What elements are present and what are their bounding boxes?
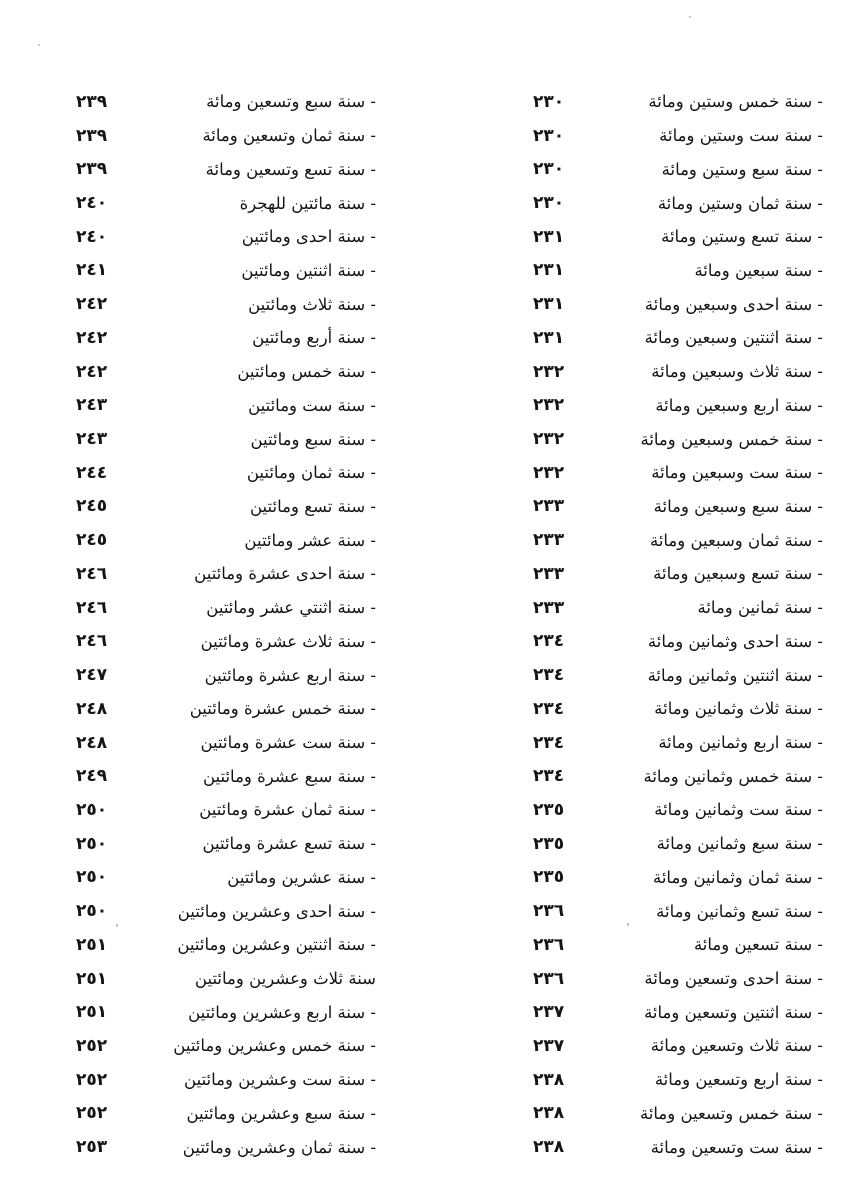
entry-page-number: ٢٣٢: [533, 462, 565, 483]
index-entry: [76, 557, 376, 591]
entry-page-number: ٢٣٨: [533, 1069, 565, 1090]
index-entry: [76, 254, 376, 288]
entry-title: - سنة ثمان وثمانين ومائة: [652, 867, 823, 887]
entry-page-number: ٢٤٠: [76, 193, 108, 214]
entry-page-number: ٢٣٥: [533, 799, 565, 820]
index-entry: [76, 388, 376, 422]
scan-speck: [38, 44, 40, 46]
entry-title: - سنة ثمان ومائتين: [246, 463, 376, 483]
entry-title: - سنة احدى وتسعين ومائة: [644, 969, 823, 989]
index-entry: [76, 1063, 376, 1097]
index-entry: [533, 827, 823, 861]
index-entry: [533, 523, 823, 557]
entry-title: - سنة سبع وتسعين ومائة: [206, 92, 376, 112]
entry-page-number: ٢٣١: [533, 327, 565, 348]
index-entry: [76, 625, 376, 659]
entry-page-number: ٢٤٢: [76, 327, 108, 348]
index-entry: [533, 152, 823, 186]
entry-title: - سنة اثنتين وثمانين ومائة: [647, 665, 823, 685]
entry-page-number: ٢٥٣: [76, 1137, 108, 1158]
entry-page-number: ٢٣٢: [533, 429, 565, 450]
entry-title: - سنة عشر ومائتين: [244, 530, 376, 550]
entry-title: - سنة ثمان وستين ومائة: [657, 193, 823, 213]
index-entry: [533, 591, 823, 625]
entry-page-number: ٢٥١: [76, 968, 108, 989]
index-entry: [76, 861, 376, 895]
index-entry: [533, 388, 823, 422]
entry-title: - سنة تسع ومائتين: [250, 496, 376, 516]
index-column-right: [533, 85, 823, 1164]
entry-title: - سنة خمس وستين ومائة: [648, 92, 823, 112]
index-entry: [533, 861, 823, 895]
entry-page-number: ٢٣٦: [533, 934, 565, 955]
entry-title: - سنة اربع عشرة ومائتين: [204, 665, 376, 685]
index-entry: [533, 220, 823, 254]
entry-title: - سنة احدى ومائتين: [241, 227, 376, 247]
entry-title: - سنة خمس وسبعين ومائة: [640, 429, 823, 449]
entry-page-number: ٢٤٣: [76, 429, 108, 450]
index-entry: [533, 422, 823, 456]
entry-page-number: ٢٤٩: [76, 766, 108, 787]
index-entry: [533, 759, 823, 793]
entry-title: - سنة ثلاث عشرة ومائتين: [200, 631, 376, 651]
entry-page-number: ٢٣١: [533, 226, 565, 247]
entry-page-number: ٢٤٦: [76, 631, 108, 652]
entry-title: - سنة ست وستين ومائة: [659, 126, 823, 146]
index-entry: [76, 523, 376, 557]
entry-title: - سنة اربع وثمانين ومائة: [658, 733, 823, 753]
index-entry: [533, 287, 823, 321]
entry-page-number: ٢٣٠: [533, 125, 565, 146]
index-entry: [76, 490, 376, 524]
entry-page-number: ٢٣٠: [533, 91, 565, 112]
entry-title: - سنة تسع عشرة ومائتين: [202, 834, 376, 854]
entry-page-number: ٢٥٢: [76, 1069, 108, 1090]
index-entry: [76, 321, 376, 355]
index-entry: [76, 928, 376, 962]
entry-page-number: ٢٤٦: [76, 563, 108, 584]
entry-title: - سنة خمس وعشرين ومائتين: [173, 1036, 376, 1056]
entry-title: - سنة تسع وسبعين ومائة: [653, 564, 823, 584]
index-entry: [533, 1029, 823, 1063]
entry-title: - سنة اثنتين وتسعين ومائة: [644, 1002, 823, 1022]
index-entry: [76, 962, 376, 996]
index-entry: [76, 152, 376, 186]
entry-page-number: ٢٣٩: [76, 91, 108, 112]
entry-page-number: ٢٣٧: [533, 1035, 565, 1056]
index-entry: [533, 726, 823, 760]
entry-title: - سنة اثنتي عشر ومائتين: [206, 598, 376, 618]
index-entry: [76, 422, 376, 456]
entry-page-number: ٢٣٥: [533, 867, 565, 888]
index-entry: [533, 625, 823, 659]
entry-page-number: ٢٣٥: [533, 833, 565, 854]
entry-page-number: ٢٣٠: [533, 193, 565, 214]
index-entry: [76, 85, 376, 119]
entry-title: - سنة ثلاث وثمانين ومائة: [654, 699, 823, 719]
index-entry: [533, 321, 823, 355]
entry-page-number: ٢٣٤: [533, 732, 565, 753]
entry-page-number: ٢٣٤: [533, 665, 565, 686]
entry-title: - سنة خمس وتسعين ومائة: [639, 1103, 823, 1123]
entry-title: - سنة تسع وستين ومائة: [661, 227, 823, 247]
entry-title: - سنة ست وسبعين ومائة: [651, 463, 823, 483]
entry-title: - سنة ثمانين ومائة: [697, 598, 823, 618]
index-entry: [76, 287, 376, 321]
entry-page-number: ٢٤٢: [76, 361, 108, 382]
index-entry: [76, 1130, 376, 1164]
entry-title: - سنة ثمان وعشرين ومائتين: [182, 1137, 376, 1157]
entry-title: - سنة سبع وستين ومائة: [661, 159, 823, 179]
index-entry: [533, 894, 823, 928]
index-entry: [533, 254, 823, 288]
entry-page-number: ٢٤٥: [76, 496, 108, 517]
entry-page-number: ٢٣١: [533, 294, 565, 315]
entry-title: - سنة ست وعشرين ومائتين: [184, 1070, 376, 1090]
entry-title: - سنة سبع ومائتين: [250, 429, 376, 449]
index-entry: [76, 793, 376, 827]
index-entry: [76, 692, 376, 726]
entry-title: - سنة تسع وتسعين ومائة: [205, 159, 376, 179]
index-entry: [76, 658, 376, 692]
entry-title: - سنة خمس ومائتين: [237, 362, 376, 382]
index-entry: [533, 490, 823, 524]
index-entry: [76, 759, 376, 793]
entry-title: - سنة احدى عشرة ومائتين: [194, 564, 376, 584]
index-entry: [76, 591, 376, 625]
entry-page-number: ٢٥٢: [76, 1103, 108, 1124]
entry-title: - سنة اثنتين ومائتين: [241, 260, 376, 280]
entry-page-number: ٢٥١: [76, 1002, 108, 1023]
entry-page-number: ٢٣٩: [76, 125, 108, 146]
entry-title: - سنة احدى وسبعين ومائة: [644, 294, 823, 314]
index-column-left: [76, 85, 376, 1164]
index-entry: [533, 557, 823, 591]
index-entry: [533, 692, 823, 726]
entry-page-number: ٢٤٢: [76, 294, 108, 315]
index-entry: [533, 962, 823, 996]
entry-title: - سنة ست وثمانين ومائة: [654, 800, 823, 820]
entry-page-number: ٢٤٧: [76, 665, 108, 686]
entry-title: - سنة اثنتين وسبعين ومائة: [644, 328, 823, 348]
index-entry: [533, 355, 823, 389]
index-entry: [533, 1097, 823, 1131]
entry-page-number: ٢٤٦: [76, 597, 108, 618]
entry-title: - سنة أربع ومائتين: [252, 328, 376, 348]
index-entry: [533, 995, 823, 1029]
entry-title: - سنة سبع وسبعين ومائة: [653, 496, 823, 516]
entry-page-number: ٢٣٦: [533, 968, 565, 989]
entry-page-number: ٢٣٣: [533, 530, 565, 551]
entry-title: - سنة ثمان عشرة ومائتين: [199, 800, 376, 820]
entry-title: - سنة تسعين ومائة: [693, 935, 823, 955]
entry-title: - سنة احدى وعشرين ومائتين: [177, 901, 376, 921]
index-entry: [533, 658, 823, 692]
entry-title: - سنة عشرين ومائتين: [227, 867, 376, 887]
entry-title: - سنة مائتين للهجرة: [239, 193, 376, 213]
entry-page-number: ٢٣٧: [533, 1002, 565, 1023]
index-entry: [533, 1130, 823, 1164]
entry-title: - سنة سبع وثمانين ومائة: [656, 834, 823, 854]
entry-title: - سنة خمس عشرة ومائتين: [189, 699, 376, 719]
entry-page-number: ٢٣٩: [76, 159, 108, 180]
entry-page-number: ٢٣٤: [533, 766, 565, 787]
entry-page-number: ٢٣٠: [533, 159, 565, 180]
entry-title: - سنة اربع وعشرين ومائتين: [188, 1002, 376, 1022]
entry-title: - سنة ست عشرة ومائتين: [200, 733, 376, 753]
index-entry: [533, 456, 823, 490]
entry-page-number: ٢٤٨: [76, 698, 108, 719]
entry-page-number: ٢٣٨: [533, 1103, 565, 1124]
entry-title: - سنة اثنتين وعشرين ومائتين: [177, 935, 376, 955]
index-entry: [76, 726, 376, 760]
index-entry: [76, 355, 376, 389]
index-entry: [533, 1063, 823, 1097]
index-entry: [76, 1029, 376, 1063]
index-entry: [76, 894, 376, 928]
index-entry: [533, 85, 823, 119]
index-entry: [76, 456, 376, 490]
entry-page-number: ٢٣٨: [533, 1137, 565, 1158]
entry-page-number: ٢٤٣: [76, 395, 108, 416]
index-entry: [533, 186, 823, 220]
entry-title: - سنة ثلاث وتسعين ومائة: [650, 1036, 823, 1056]
entry-title: - سنة اربع وتسعين ومائة: [654, 1070, 823, 1090]
entry-page-number: ٢٤٥: [76, 530, 108, 551]
entry-page-number: ٢٣٤: [533, 698, 565, 719]
scan-speck: [689, 16, 691, 18]
entry-title: - سنة ست ومائتين: [248, 395, 376, 415]
entry-title: - سنة ست وتسعين ومائة: [650, 1137, 823, 1157]
entry-page-number: ٢٥١: [76, 934, 108, 955]
index-entry: [76, 1097, 376, 1131]
index-entry: [76, 119, 376, 153]
entry-page-number: ٢٣٣: [533, 597, 565, 618]
entry-page-number: ٢٤٤: [76, 462, 108, 483]
index-entry: [533, 928, 823, 962]
entry-page-number: ٢٣٣: [533, 563, 565, 584]
entry-page-number: ٢٤٨: [76, 732, 108, 753]
entry-page-number: ٢٣٢: [533, 361, 565, 382]
index-entry: [533, 793, 823, 827]
entry-page-number: ٢٣٦: [533, 901, 565, 922]
index-entry: [76, 186, 376, 220]
entry-title: - سنة سبعين ومائة: [694, 260, 823, 280]
index-entry: [533, 119, 823, 153]
entry-title: - سنة سبع وعشرين ومائتين: [186, 1103, 376, 1123]
entry-page-number: ٢٥٠: [76, 833, 108, 854]
entry-title: - سنة تسع وثمانين ومائة: [656, 901, 823, 921]
entry-title: - سنة ثلاث ومائتين: [248, 294, 376, 314]
entry-page-number: ٢٤١: [76, 260, 108, 281]
entry-page-number: ٢٥٠: [76, 901, 108, 922]
entry-page-number: ٢٥٠: [76, 867, 108, 888]
entry-page-number: ٢٤٠: [76, 226, 108, 247]
entry-title: - سنة خمس وثمانين ومائة: [643, 766, 823, 786]
entry-title: - سنة ثمان وسبعين ومائة: [649, 530, 823, 550]
index-entry: [76, 995, 376, 1029]
entry-title: - سنة احدى وثمانين ومائة: [647, 631, 823, 651]
entry-page-number: ٢٣٣: [533, 496, 565, 517]
index-entry: [76, 220, 376, 254]
index-entry: [76, 827, 376, 861]
entry-title: - سنة ثلاث وسبعين ومائة: [651, 362, 823, 382]
entry-title: - سنة اربع وسبعين ومائة: [655, 395, 823, 415]
entry-page-number: ٢٣١: [533, 260, 565, 281]
entry-title: - سنة ثمان وتسعين ومائة: [202, 126, 376, 146]
entry-title: سنة ثلاث وعشرين ومائتين: [194, 969, 376, 989]
entry-page-number: ٢٣٢: [533, 395, 565, 416]
entry-page-number: ٢٣٤: [533, 631, 565, 652]
entry-page-number: ٢٥٢: [76, 1035, 108, 1056]
entry-page-number: ٢٥٠: [76, 799, 108, 820]
entry-title: - سنة سبع عشرة ومائتين: [202, 766, 376, 786]
